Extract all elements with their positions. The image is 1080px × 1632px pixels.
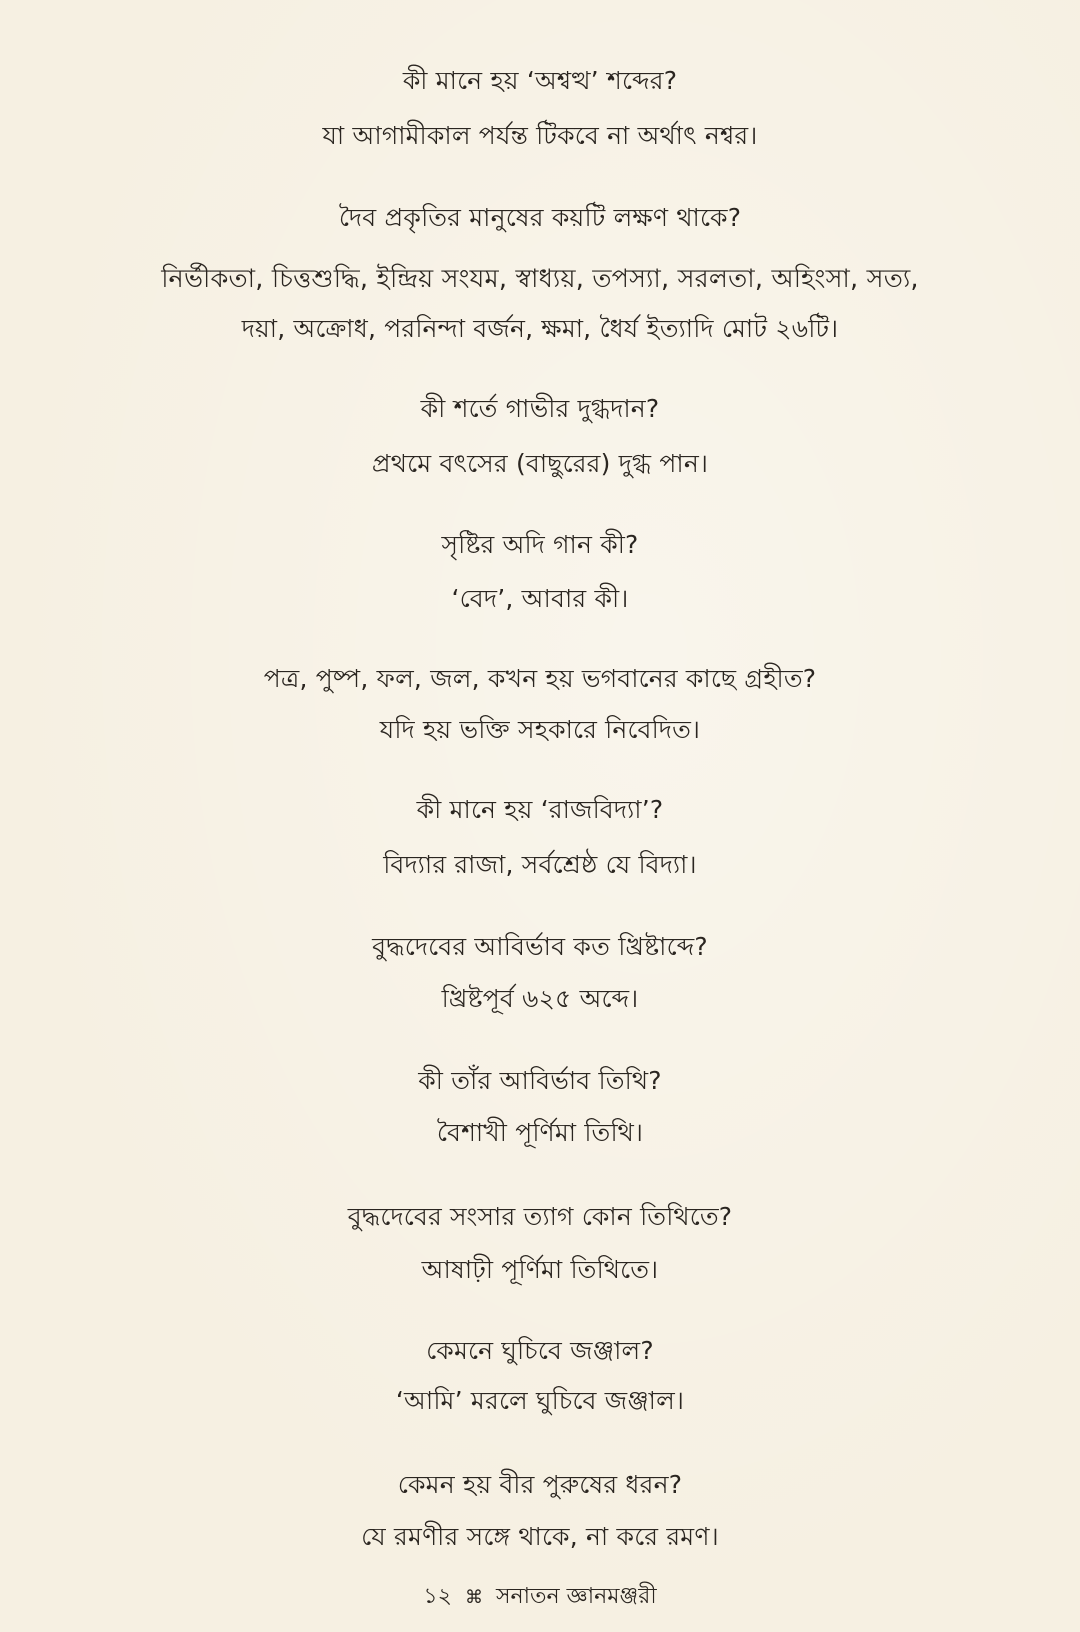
- answer-rajavidya: বিদ্যার রাজা, সর্বশ্রেষ্ঠ যে বিদ্যা।: [383, 850, 697, 879]
- question-rajavidya: কী মানে হয় ‘রাজবিদ্যা’?: [416, 795, 664, 824]
- question-offering: পত্র, পুষ্প, ফল, জল, কখন হয় ভগবানের কাছে গ্রহীত?: [263, 664, 817, 693]
- page-number: ১২: [423, 1584, 452, 1609]
- separator-icon: ⌘: [464, 1587, 483, 1608]
- question-buddha-birth-year: বুদ্ধদেবের আবির্ভাব কত খ্রিষ্টাব্দে?: [372, 932, 708, 961]
- answer-divine-nature-line-2: দয়া, অক্রোধ, পরনিন্দা বর্জন, ক্ষমা, ধৈর্য ইত্যাদি মোট ২৬টি।: [241, 314, 839, 343]
- question-first-song: সৃষ্টির অদি গান কী?: [441, 530, 639, 559]
- answer-ashwattha: যা আগামীকাল পর্যন্ত টিকবে না অর্থাৎ নশ্বর।: [322, 121, 758, 150]
- answer-cow-milk: প্রথমে বৎসের (বাছুরের) দুগ্ধ পান।: [371, 449, 709, 478]
- question-ashwattha: কী মানে হয় ‘অশ্বত্থ’ শব্দের?: [402, 66, 678, 95]
- question-heroic-man: কেমন হয় বীর পুরুষের ধরন?: [397, 1470, 683, 1499]
- question-remove-burden: কেমনে ঘুচিবে জঞ্জাল?: [426, 1336, 654, 1365]
- book-title: সনাতন জ্ঞানমঞ্জরী: [495, 1584, 657, 1609]
- answer-heroic-man: যে রমণীর সঙ্গে থাকে, না করে রমণ।: [361, 1522, 719, 1551]
- answer-remove-burden: ‘আমি’ মরলে ঘুচিবে জঞ্জাল।: [395, 1386, 685, 1415]
- answer-buddha-birth-year: খ্রিষ্টপূর্ব ৬২৫ অব্দে।: [441, 984, 639, 1013]
- answer-renunciation-tithi: আষাঢ়ী পূর্ণিমা তিথিতে।: [421, 1255, 659, 1284]
- question-buddha-birth-tithi: কী তাঁর আবির্ভাব তিথি?: [418, 1066, 662, 1095]
- question-divine-nature: দৈব প্রকৃতির মানুষের কয়টি লক্ষণ থাকে?: [338, 203, 742, 232]
- answer-divine-nature-line-1: নির্ভীকতা, চিত্তশুদ্ধি, ইন্দ্রিয় সংযম, স্বাধ্যয়, তপস্যা, সরলতা, অহিংসা, সত্য,: [161, 264, 919, 294]
- answer-first-song: ‘বেদ’, আবার কী।: [451, 584, 629, 613]
- page-footer: [0, 1582, 1080, 1613]
- question-renunciation-tithi: বুদ্ধদেবের সংসার ত্যাগ কোন তিথিতে?: [347, 1202, 733, 1231]
- answer-buddha-birth-tithi: বৈশাখী পূর্ণিমা তিথি।: [436, 1118, 644, 1147]
- question-cow-milk: কী শর্তে গাভীর দুগ্ধদান?: [420, 394, 660, 423]
- answer-offering: যদি হয় ভক্তি সহকারে নিবেদিত।: [379, 715, 701, 744]
